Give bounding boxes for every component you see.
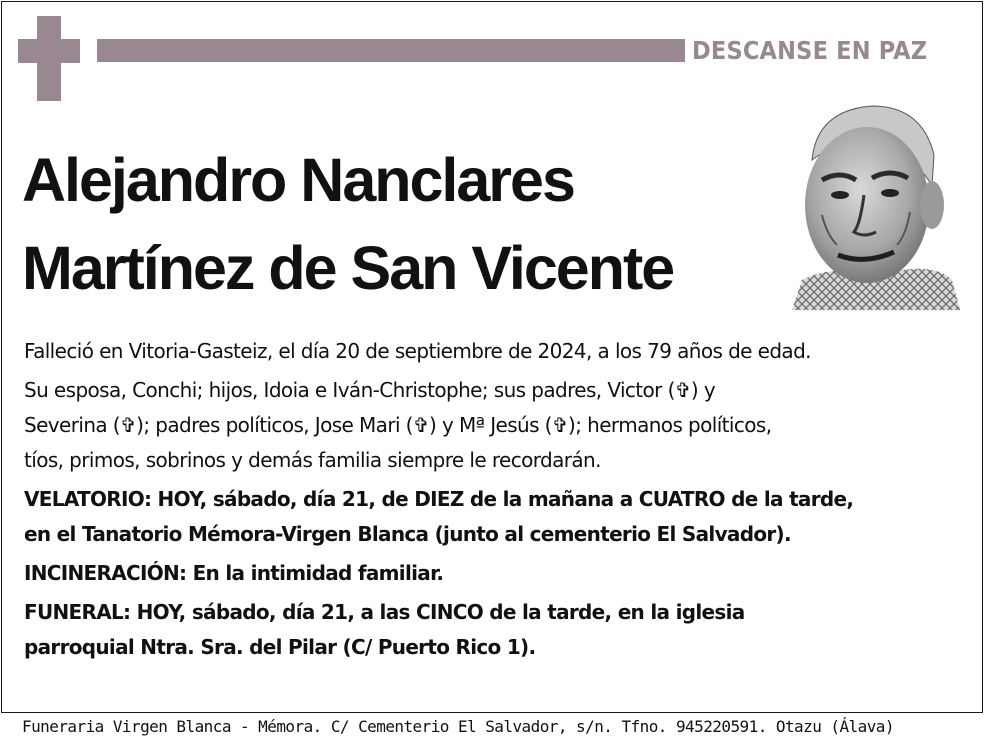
header-label: DESCANSE EN PAZ: [692, 36, 928, 65]
funeral-line-2: parroquial Ntra. Sra. del Pilar (C/ Puerto Rico 1).: [24, 635, 536, 659]
family-line-2: Severina (✞); padres políticos, Jose Mari (✞) y Mª Jesús (✞); hermanos políticos,: [24, 413, 772, 437]
death-statement: Falleció en Vitoria-Gasteiz, el día 20 de septiembre de 2024, a los 79 años de edad.: [24, 339, 811, 363]
cremation-line: INCINERACIÓN: En la intimidad familiar.: [24, 561, 444, 585]
header-rule: [97, 39, 685, 62]
deceased-name: [22, 136, 673, 312]
portrait-photo: [782, 100, 960, 310]
wake-line-1: VELATORIO: HOY, sábado, día 21, de DIEZ de la mañana a CUATRO de la tarde,: [24, 487, 854, 511]
name-line-1: Alejandro Nanclares: [22, 146, 574, 214]
notice-body: [24, 334, 964, 665]
funeral-line-1: FUNERAL: HOY, sábado, día 21, a las CINCO de la tarde, en la iglesia: [24, 600, 745, 624]
family-line-3: tíos, primos, sobrinos y demás familia siempre le recordarán.: [24, 448, 601, 472]
family-line-1: Su esposa, Conchi; hijos, Idoia e Iván-Christophe; sus padres, Victor (✞) y: [24, 378, 716, 402]
funeral-home-footer: Funeraria Virgen Blanca - Mémora. C/ Cementerio El Salvador, s/n. Tfno. 945220591. Otazu (Álava): [22, 717, 894, 736]
name-line-2: Martínez de San Vicente: [22, 234, 674, 302]
wake-line-2: en el Tanatorio Mémora-Virgen Blanca (junto al cementerio El Salvador).: [24, 522, 791, 546]
cross-horizontal-bar: [18, 39, 80, 63]
